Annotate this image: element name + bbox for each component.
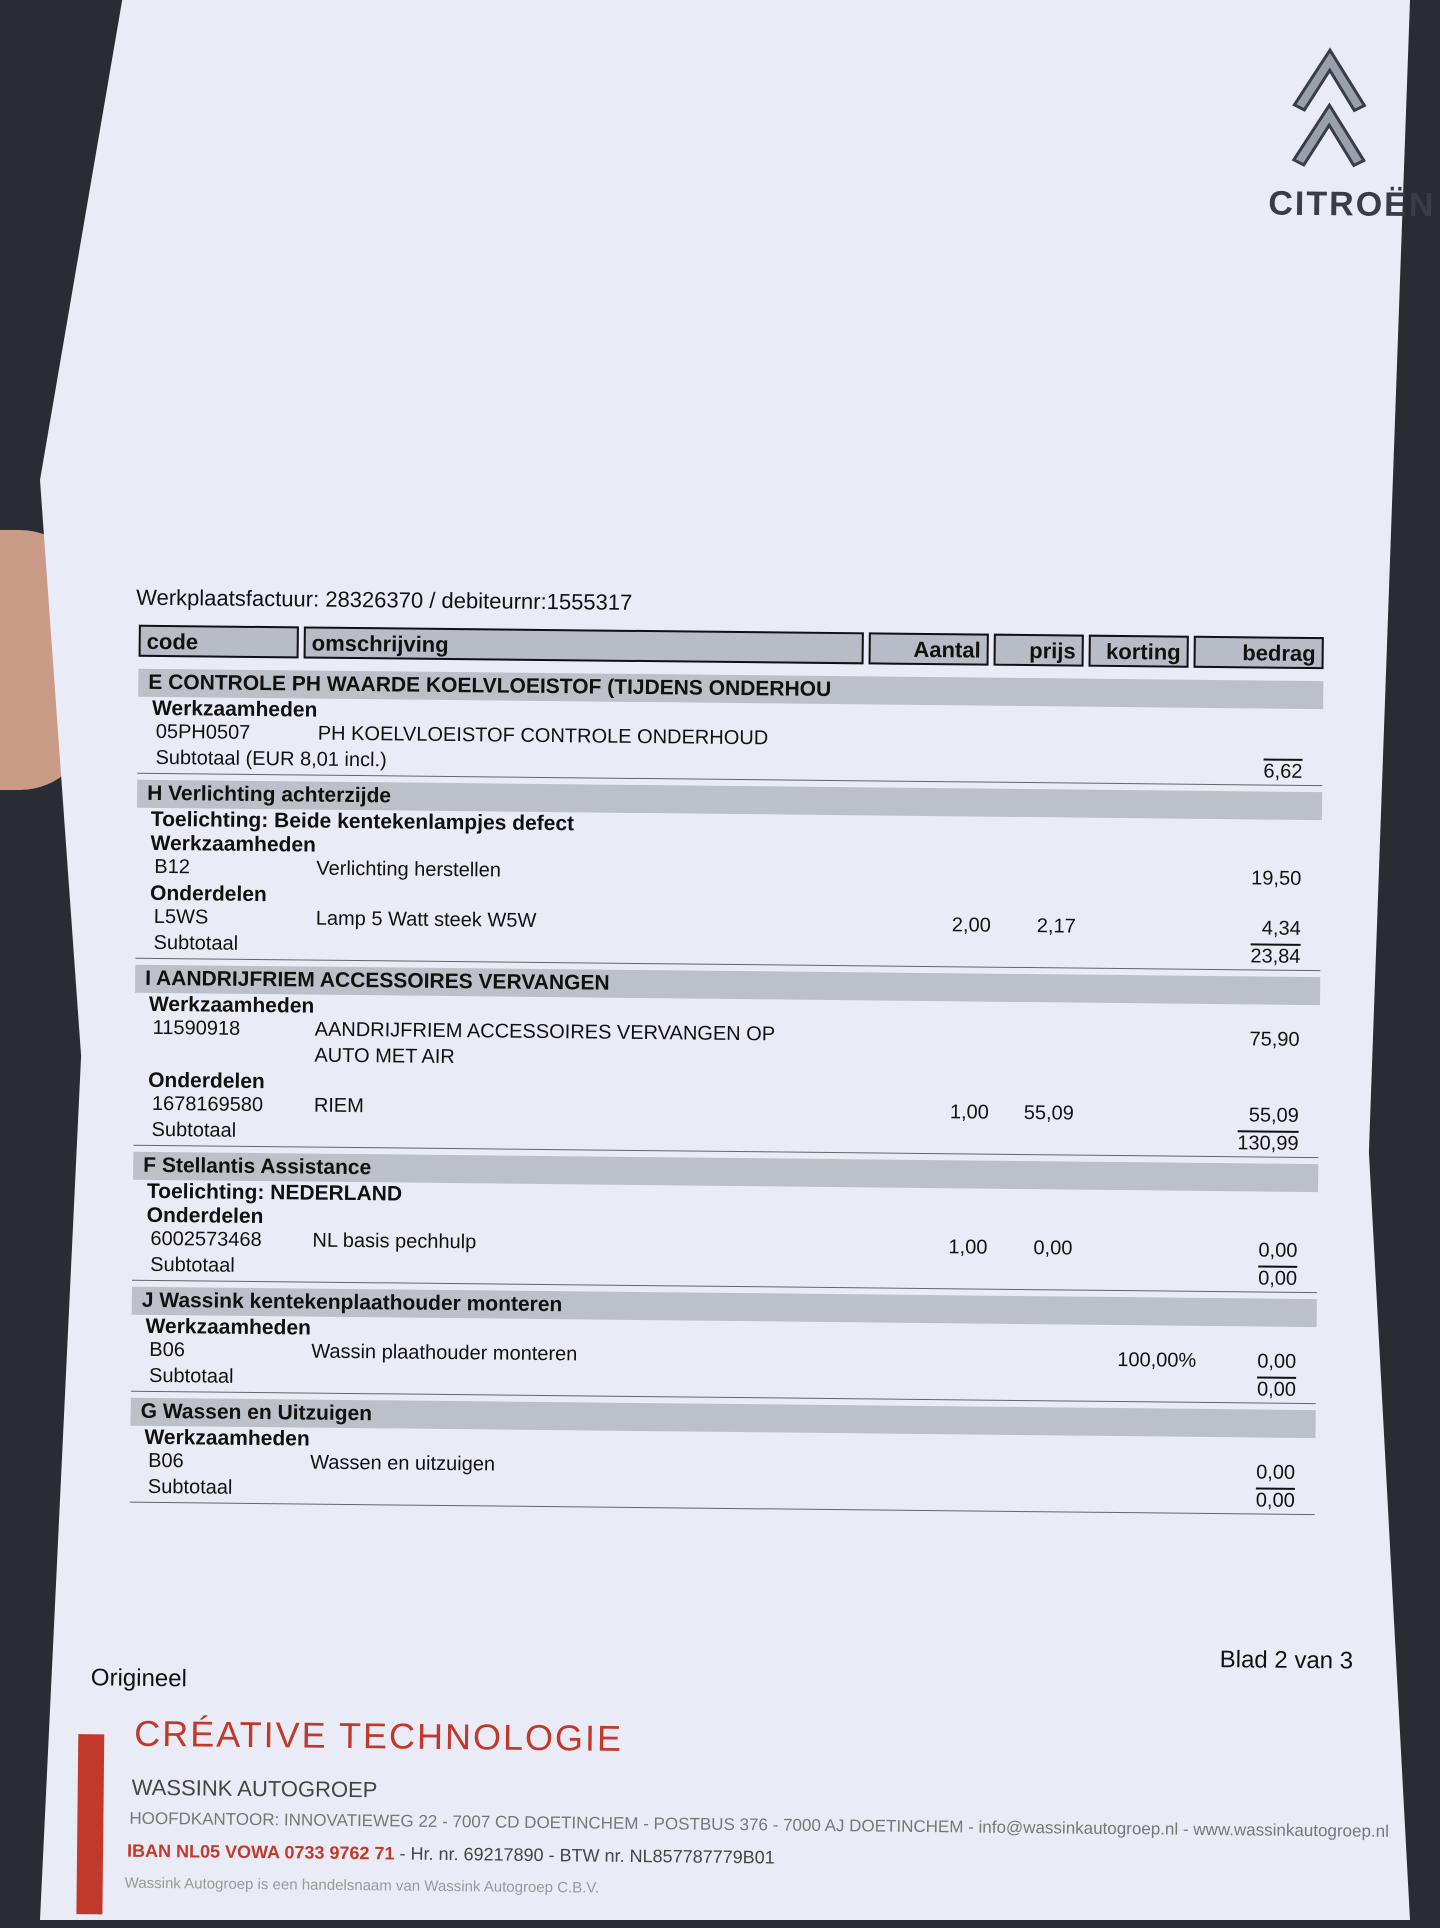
row-description: Lamp 5 Watt steek W5W bbox=[315, 907, 537, 932]
invoice-section bbox=[137, 669, 1323, 786]
invoice-table bbox=[130, 625, 1324, 1519]
subtotal-label: Subtotaal (EUR 8,01 incl.) bbox=[155, 746, 387, 772]
registry-numbers: - Hr. nr. 69217890 - BTW nr. NL857787779B01 bbox=[394, 1843, 775, 1868]
group-label: Werkzaamheden bbox=[151, 696, 318, 722]
row-price: 55,09 bbox=[1023, 1102, 1074, 1125]
section-title: I AANDRIJFRIEM ACCESSOIRES VERVANGEN bbox=[135, 965, 1320, 1005]
invoice-section bbox=[130, 1398, 1316, 1515]
row-description: AUTO MET AIR bbox=[314, 1044, 455, 1069]
row-quantity: 1,00 bbox=[948, 1236, 988, 1259]
chevron-icon bbox=[1284, 35, 1376, 186]
company-name: WASSINK AUTOGROEP bbox=[131, 1774, 378, 1803]
subtotal-label: Subtotaal bbox=[151, 1118, 237, 1142]
brand-bar bbox=[76, 1734, 104, 1914]
subtotal-label: Subtotaal bbox=[148, 1364, 234, 1388]
row-code: L5WS bbox=[153, 905, 209, 929]
row-code: 1678169580 bbox=[151, 1092, 264, 1117]
row-description: Wassin plaathouder monteren bbox=[311, 1340, 578, 1366]
row-amount: 0,00 bbox=[1258, 1239, 1298, 1262]
row-description: PH KOELVLOEISTOF CONTROLE ONDERHOUD bbox=[317, 722, 769, 750]
row-description: Verlichting herstellen bbox=[316, 857, 502, 882]
row-price: 0,00 bbox=[1033, 1237, 1073, 1260]
subtotal-label: Subtotaal bbox=[147, 1475, 233, 1499]
section-title: J Wassink kentekenplaathouder monteren bbox=[132, 1287, 1317, 1327]
row-amount: 75,90 bbox=[1249, 1028, 1300, 1051]
group-label: Werkzaamheden bbox=[148, 992, 315, 1018]
subtotal-amount: 0,00 bbox=[1255, 1489, 1295, 1512]
col-code: code bbox=[139, 625, 299, 659]
subtotal-amount: 0,00 bbox=[1256, 1378, 1297, 1401]
group-label: Onderdelen bbox=[149, 881, 267, 907]
original-label: Origineel bbox=[90, 1664, 188, 1693]
row-description: RIEM bbox=[313, 1094, 364, 1118]
col-discount: korting bbox=[1089, 635, 1189, 668]
row-description: Wassen en uitzuigen bbox=[310, 1451, 496, 1476]
table-header bbox=[139, 625, 1324, 675]
iban: IBAN NL05 VOWA 0733 9762 71 bbox=[126, 1840, 395, 1864]
section-note: Toelichting: NEDERLAND bbox=[146, 1179, 403, 1206]
subtotal-amount: 23,84 bbox=[1250, 945, 1301, 968]
row-code: B06 bbox=[148, 1449, 184, 1473]
section-title: E CONTROLE PH WAARDE KOELVLOEISTOF (TIJDENS ONDERHOU bbox=[138, 669, 1323, 709]
row-quantity: 2,00 bbox=[951, 914, 991, 937]
group-label: Werkzaamheden bbox=[145, 1314, 312, 1340]
row-quantity: 1,00 bbox=[949, 1101, 989, 1124]
subtotal-label: Subtotaal bbox=[153, 931, 239, 955]
section-title: F Stellantis Assistance bbox=[133, 1152, 1318, 1192]
row-description: NL basis pechhulp bbox=[312, 1229, 477, 1254]
invoice-section bbox=[132, 1152, 1318, 1293]
subtotal-amount: 130,99 bbox=[1237, 1132, 1299, 1155]
col-quantity: Aantal bbox=[869, 632, 989, 665]
row-discount: 100,00% bbox=[1117, 1349, 1197, 1372]
row-amount: 0,00 bbox=[1257, 1350, 1297, 1373]
section-title: G Wassen en Uitzuigen bbox=[131, 1398, 1316, 1438]
section-title: H Verlichting achterzijde bbox=[137, 780, 1322, 820]
row-code: B12 bbox=[154, 855, 191, 879]
col-price: prijs bbox=[994, 634, 1084, 667]
invoice-section bbox=[131, 1287, 1317, 1404]
col-amount: bedrag bbox=[1194, 636, 1324, 669]
subtotal-amount: 0,00 bbox=[1258, 1267, 1298, 1290]
company-address: HOOFDKANTOOR: INNOVATIEWEG 22 - 7007 CD DOETINCHEM - POSTBUS 376 - 7000 AJ DOETINCHEM - info@wassinkautogroep.nl - www.wassinkautogroep.nl bbox=[129, 1808, 1390, 1841]
row-amount: 4,34 bbox=[1261, 917, 1301, 940]
group-label: Onderdelen bbox=[148, 1068, 265, 1094]
row-code: B06 bbox=[149, 1338, 186, 1362]
bank-details bbox=[127, 1841, 775, 1869]
group-label: Werkzaamheden bbox=[150, 831, 317, 857]
invoice-header: Werkplaatsfactuur: 28326370 / debiteurnr:1555317 bbox=[136, 584, 633, 615]
page-number: Blad 2 van 3 bbox=[1219, 1646, 1354, 1675]
invoice-section bbox=[133, 965, 1320, 1158]
group-label: Onderdelen bbox=[146, 1203, 264, 1229]
invoice-sections bbox=[130, 669, 1324, 1515]
row-code: 6002573468 bbox=[150, 1227, 262, 1252]
subtotal-label: Subtotaal bbox=[150, 1253, 235, 1277]
subtotal-amount: 6,62 bbox=[1263, 760, 1303, 783]
section-note: Toelichting: Beide kentekenlampjes defect bbox=[150, 807, 575, 836]
group-label: Werkzaamheden bbox=[144, 1425, 310, 1451]
row-amount: 0,00 bbox=[1256, 1461, 1296, 1484]
legal-text: Wassink Autogroep is een handelsnaam van Wassink Autogroep C.B.V. bbox=[124, 1874, 600, 1897]
row-price: 2,17 bbox=[1036, 915, 1076, 938]
brand-name: CITROËN bbox=[1268, 184, 1436, 225]
citroen-logo bbox=[1268, 35, 1436, 225]
slogan: CRÉATIVE TECHNOLOGIE bbox=[134, 1712, 624, 1759]
row-description: AANDRIJFRIEM ACCESSOIRES VERVANGEN OP bbox=[314, 1018, 776, 1046]
row-code: 11590918 bbox=[152, 1016, 241, 1040]
row-amount: 19,50 bbox=[1251, 867, 1302, 890]
row-amount: 55,09 bbox=[1248, 1104, 1299, 1127]
invoice-section bbox=[135, 780, 1322, 971]
row-code: 05PH0507 bbox=[155, 720, 251, 744]
col-description: omschrijving bbox=[304, 626, 864, 664]
